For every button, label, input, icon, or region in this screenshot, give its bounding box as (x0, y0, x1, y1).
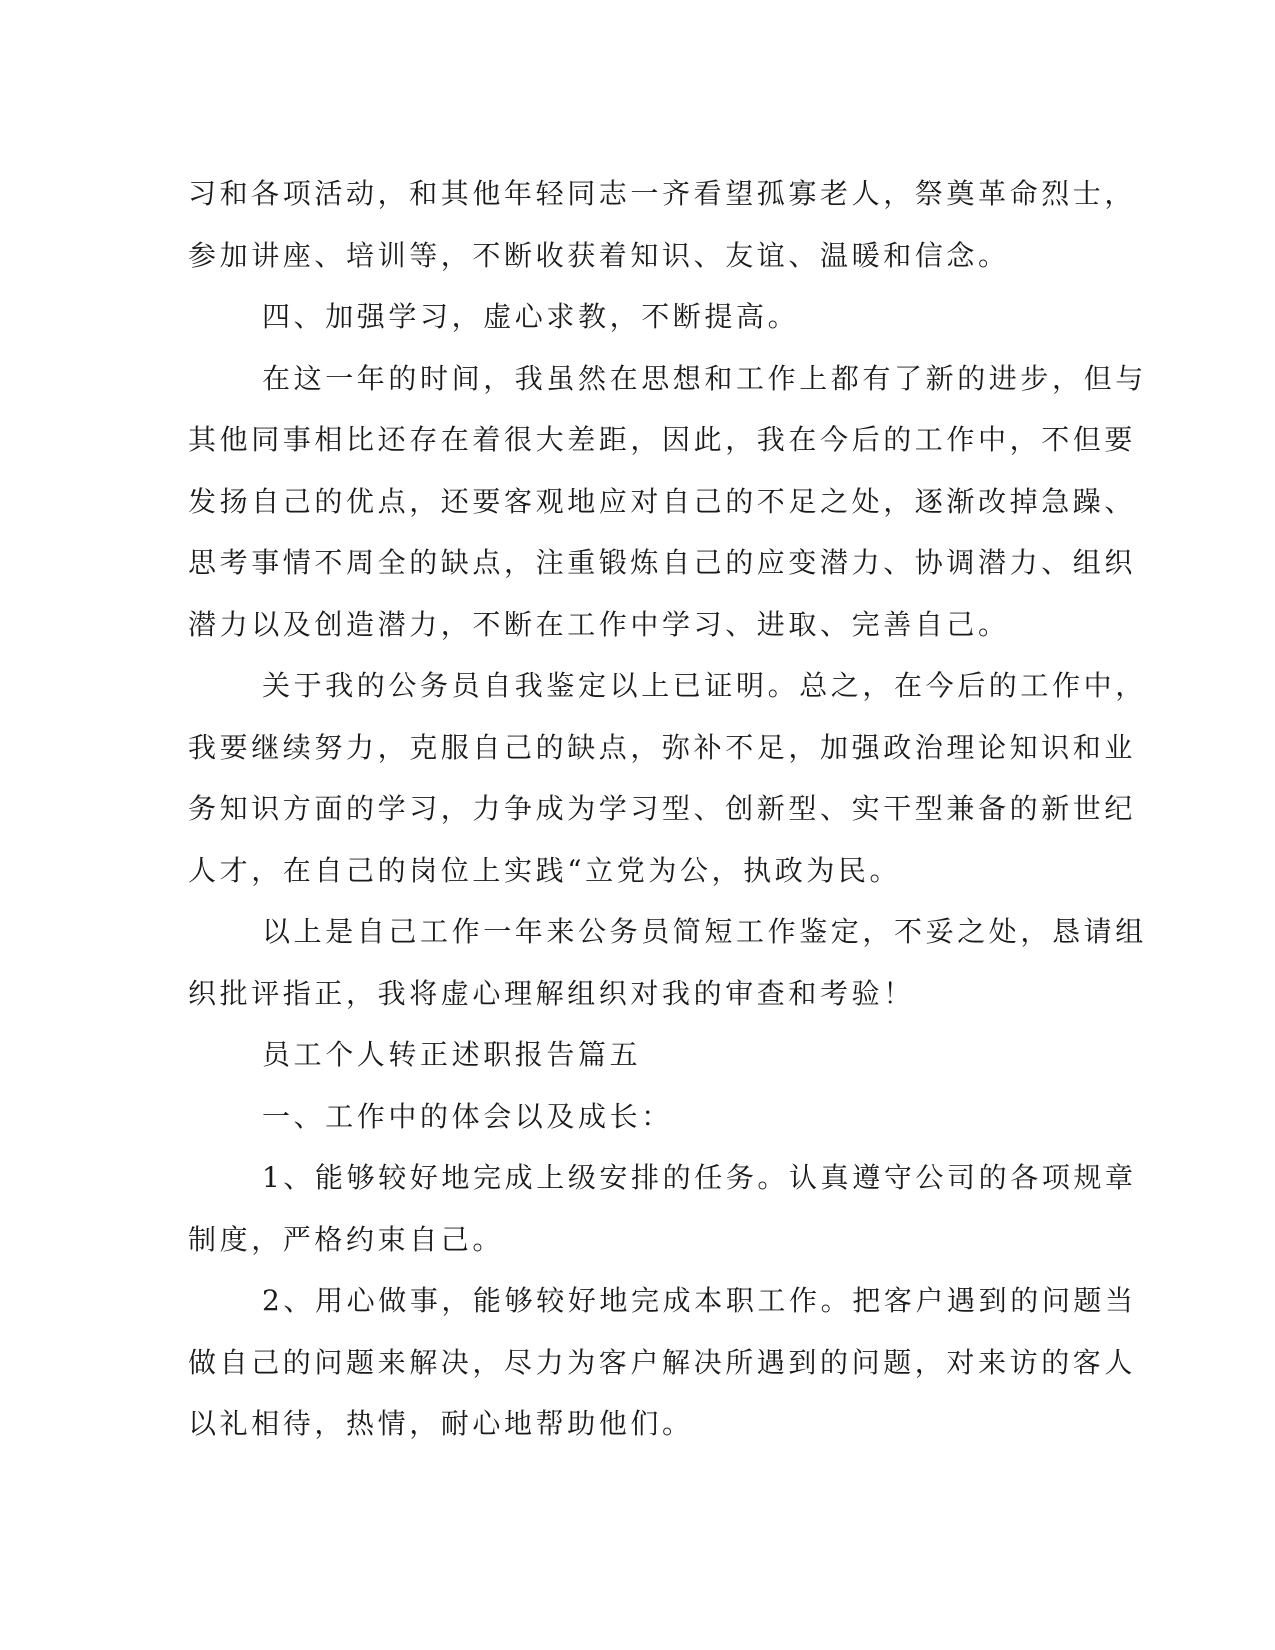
section-heading: 四、加强学习，虚心求教，不断提高。 (262, 300, 800, 333)
text-line: 以上是自己工作一年来公务员简短工作鉴定，不妥之处，恳请组 (262, 915, 1147, 948)
document-body (188, 163, 1147, 1455)
list-item: 2、用心做事，能够较好地完成本职工作。把客户遇到的问题当 (262, 1284, 1137, 1317)
text-line: 人才，在自己的岗位上实践“立党为公，执政为民。 (188, 853, 902, 887)
text-line: 制度，严格约束自己。 (188, 1222, 505, 1256)
text-line: 参加讲座、培训等，不断收获着知识、友谊、温暖和信念。 (188, 238, 1010, 272)
text-line: 其他同事相比还存在着很大差距，因此，我在今后的工作中，不但要 (188, 423, 1137, 456)
text-line: 我要继续努力，克服自己的缺点，弥补不足，加强政治理论知识和业 (188, 730, 1137, 764)
text-line: 织批评指正，我将虚心理解组织对我的审查和考验！ (188, 976, 915, 1010)
text-line: 在这一年的时间，我虽然在思想和工作上都有了新的进步，但与 (262, 361, 1147, 395)
section-heading: 一、工作中的体会以及成长： (262, 1099, 673, 1133)
text-line: 以礼相待，热情，耐心地帮助他们。 (188, 1407, 694, 1440)
text-line: 务知识方面的学习，力争成为学习型、创新型、实干型兼备的新世纪 (188, 792, 1137, 825)
text-line: 关于我的公务员自我鉴定以上已证明。总之，在今后的工作中， (262, 669, 1147, 702)
text-line: 思考事情不周全的缺点，注重锻炼自己的应变潜力、协调潜力、组织 (188, 546, 1137, 579)
text-line: 习和各项活动，和其他年轻同志一齐看望孤寡老人，祭奠革命烈士， (188, 177, 1137, 210)
list-item: 1、能够较好地完成上级安排的任务。认真遵守公司的各项规章 (262, 1161, 1137, 1194)
report-title: 员工个人转正述职报告篇五 (262, 1038, 642, 1071)
text-line: 做自己的问题来解决，尽力为客户解决所遇到的问题，对来访的客人 (188, 1345, 1137, 1379)
text-line: 潜力以及创造潜力，不断在工作中学习、进取、完善自己。 (188, 607, 1010, 641)
text-line: 发扬自己的优点，还要客观地应对自己的不足之处，逐渐改掉急躁、 (188, 484, 1137, 518)
